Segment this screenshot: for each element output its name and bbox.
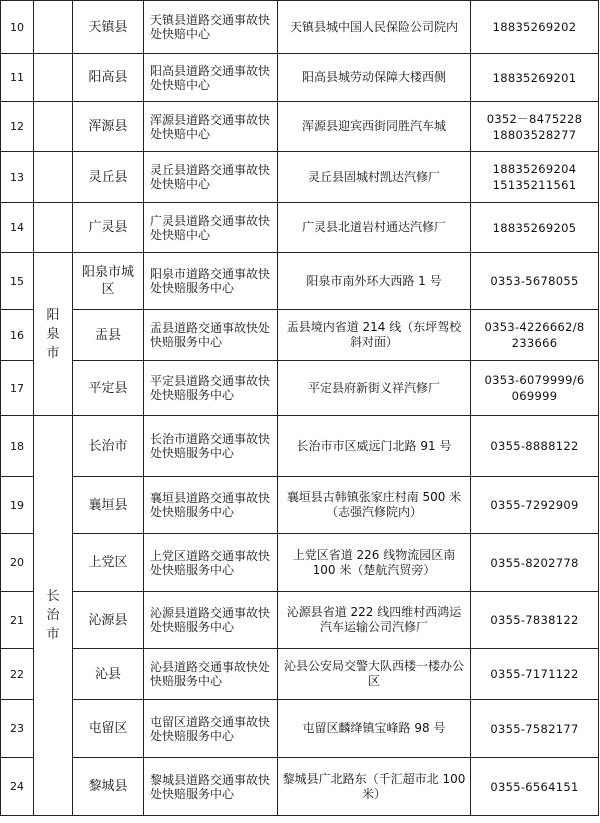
- phone-cell: [471, 416, 599, 477]
- center-name-cell: 天镇县道路交通事故快处快赔中心: [144, 1, 278, 54]
- phone-cell: [471, 592, 599, 649]
- phone-line-2: 069999: [511, 389, 558, 403]
- address-cell: 广灵县北道岩村通达汽修厂: [278, 203, 471, 253]
- table-row: [1, 416, 599, 477]
- center-name-cell: 平定县道路交通事故快处快赔服务中心: [144, 361, 278, 416]
- row-number: 16: [1, 310, 34, 361]
- county-cell: 阳高县: [73, 54, 144, 102]
- address-cell: 浑源县迎宾西街同胜汽车城: [278, 102, 471, 152]
- county-cell: 长治市: [73, 416, 144, 477]
- table-row: [1, 592, 599, 649]
- county-cell: 沁县: [73, 649, 144, 700]
- center-name-cell: 阳高县道路交通事故快处快赔中心: [144, 54, 278, 102]
- table-row: [1, 534, 599, 592]
- phone-line-1: 0355-8202778: [490, 555, 579, 570]
- county-cell: 天镇县: [73, 1, 144, 54]
- row-number: 22: [1, 649, 34, 700]
- phone-line-1: 0355-7292909: [490, 498, 579, 512]
- address-cell: 阳高县城劳动保障大楼西侧: [278, 54, 471, 102]
- table-row: [1, 1, 599, 54]
- table-row: [1, 54, 599, 102]
- center-name-cell: 灵丘县道路交通事故快处快赔中心: [144, 152, 278, 203]
- row-number: 10: [1, 1, 34, 54]
- phone-line-1: 0355-7171122: [490, 667, 579, 681]
- row-number: 21: [1, 592, 34, 649]
- address-cell: 屯留区麟绛镇宝峰路 98 号: [278, 700, 471, 758]
- table-row: [1, 152, 599, 203]
- phone-cell: [471, 361, 599, 416]
- phone-line-1: 0353-6079999/6: [484, 373, 585, 387]
- address-cell: 黎城县广北路东（千汇超市北 100 米）: [278, 758, 471, 816]
- center-name-cell: 上党区道路交通事故快处快赔服务中心: [144, 534, 278, 592]
- phone-cell: [471, 310, 599, 361]
- table-row: [1, 310, 599, 361]
- row-number: 13: [1, 152, 34, 203]
- table-row: [1, 649, 599, 700]
- county-cell: 阳泉市城区: [73, 253, 144, 310]
- phone-line-1: 0355-7582177: [490, 721, 579, 736]
- county-cell: 襄垣县: [73, 477, 144, 534]
- table-row: [1, 253, 599, 310]
- address-cell: 沁源县省道 222 线四维村西鸿运汽车运输公司汽修厂: [278, 592, 471, 649]
- address-cell: 襄垣县古韩镇张家庄村南 500 米（志强汽修院内）: [278, 477, 471, 534]
- center-name-cell: 沁县道路交通事故快处快赔服务中心: [144, 649, 278, 700]
- center-name-cell: 广灵县道路交通事故快处快赔中心: [144, 203, 278, 253]
- county-cell: 沁源县: [73, 592, 144, 649]
- county-cell: 黎城县: [73, 758, 144, 816]
- county-cell: 屯留区: [73, 700, 144, 758]
- county-cell: 浑源县: [73, 102, 144, 152]
- phone-line-1: 18835269204: [492, 162, 577, 176]
- phone-line-1: 18835269202: [492, 20, 577, 34]
- phone-cell: [471, 700, 599, 758]
- phone-cell: [471, 649, 599, 700]
- county-cell: 上党区: [73, 534, 144, 592]
- address-cell: 天镇县城中国人民保险公司院内: [278, 1, 471, 54]
- phone-line-1: 0352－8475228: [486, 111, 583, 126]
- center-name-cell: 黎城县道路交通事故快处快赔服务中心: [144, 758, 278, 816]
- row-number: 17: [1, 361, 34, 416]
- table-row: [1, 102, 599, 152]
- row-number: 12: [1, 102, 34, 152]
- phone-line-1: 18835269201: [492, 70, 577, 85]
- phone-line-2: 15135211561: [492, 178, 577, 192]
- phone-line-2: 18803528277: [492, 127, 577, 142]
- center-name-cell: 长治市道路交通事故快处快赔服务中心: [144, 416, 278, 477]
- center-name-cell: 屯留区道路交通事故快处快赔服务中心: [144, 700, 278, 758]
- address-cell: 上党区省道 226 线物流园区南 100 米（楚航汽贸旁）: [278, 534, 471, 592]
- row-number: 20: [1, 534, 34, 592]
- address-cell: 平定县府新街义祥汽修厂: [278, 361, 471, 416]
- phone-cell: [471, 152, 599, 203]
- phone-cell: [471, 253, 599, 310]
- row-number: 23: [1, 700, 34, 758]
- county-cell: 灵丘县: [73, 152, 144, 203]
- city-cell-empty: [34, 54, 73, 102]
- city-cell-empty: [34, 152, 73, 203]
- city-cell-empty: [34, 1, 73, 54]
- table-row: [1, 361, 599, 416]
- table-row: [1, 477, 599, 534]
- phone-cell: [471, 203, 599, 253]
- county-cell: 盂县: [73, 310, 144, 361]
- table-row: [1, 758, 599, 816]
- city-cell-empty: [34, 203, 73, 253]
- address-cell: 长治市市区威远门北路 91 号: [278, 416, 471, 477]
- table-row: [1, 203, 599, 253]
- row-number: 24: [1, 758, 34, 816]
- county-cell: 平定县: [73, 361, 144, 416]
- center-name-cell: 襄垣县道路交通事故快处快赔服务中心: [144, 477, 278, 534]
- phone-line-1: 0355-8888122: [490, 439, 579, 453]
- row-number: 19: [1, 477, 34, 534]
- address-cell: 阳泉市南外环大西路 1 号: [278, 253, 471, 310]
- phone-line-1: 0355-7838122: [490, 613, 579, 627]
- county-cell: 广灵县: [73, 203, 144, 253]
- phone-cell: [471, 1, 599, 54]
- phone-cell: [471, 758, 599, 816]
- center-name-cell: 浑源县道路交通事故快处快赔中心: [144, 102, 278, 152]
- center-name-cell: 沁源县道路交通事故快处快赔服务中心: [144, 592, 278, 649]
- center-name-cell: 盂县道路交通事故快处快赔服务中心: [144, 310, 278, 361]
- table-row: [1, 700, 599, 758]
- phone-cell: [471, 477, 599, 534]
- row-number: 11: [1, 54, 34, 102]
- phone-cell: [471, 534, 599, 592]
- city-cell-yangquan: [34, 253, 73, 416]
- row-number: 14: [1, 203, 34, 253]
- city-label: 长治市: [46, 589, 60, 642]
- phone-line-1: 0353-5678055: [490, 274, 579, 288]
- phone-cell: [471, 54, 599, 102]
- city-label: 阳泉市: [46, 307, 60, 361]
- phone-line-1: 0355-6564151: [490, 779, 579, 794]
- city-cell-empty: [34, 102, 73, 152]
- center-name-cell: 阳泉市道路交通事故快处快赔服务中心: [144, 253, 278, 310]
- phone-line-1: 0353-4226662/8: [484, 320, 585, 334]
- address-cell: 盂县境内省道 214 线（东坪驾校斜对面）: [278, 310, 471, 361]
- address-cell: 沁县公安局交警大队西楼一楼办公区: [278, 649, 471, 700]
- row-number: 15: [1, 253, 34, 310]
- address-cell: 灵丘县固城村凯达汽修厂: [278, 152, 471, 203]
- phone-line-1: 18835269205: [492, 220, 577, 235]
- city-cell-changzhi: [34, 416, 73, 816]
- phone-cell: [471, 102, 599, 152]
- row-number: 18: [1, 416, 34, 477]
- phone-line-2: 233666: [511, 336, 558, 350]
